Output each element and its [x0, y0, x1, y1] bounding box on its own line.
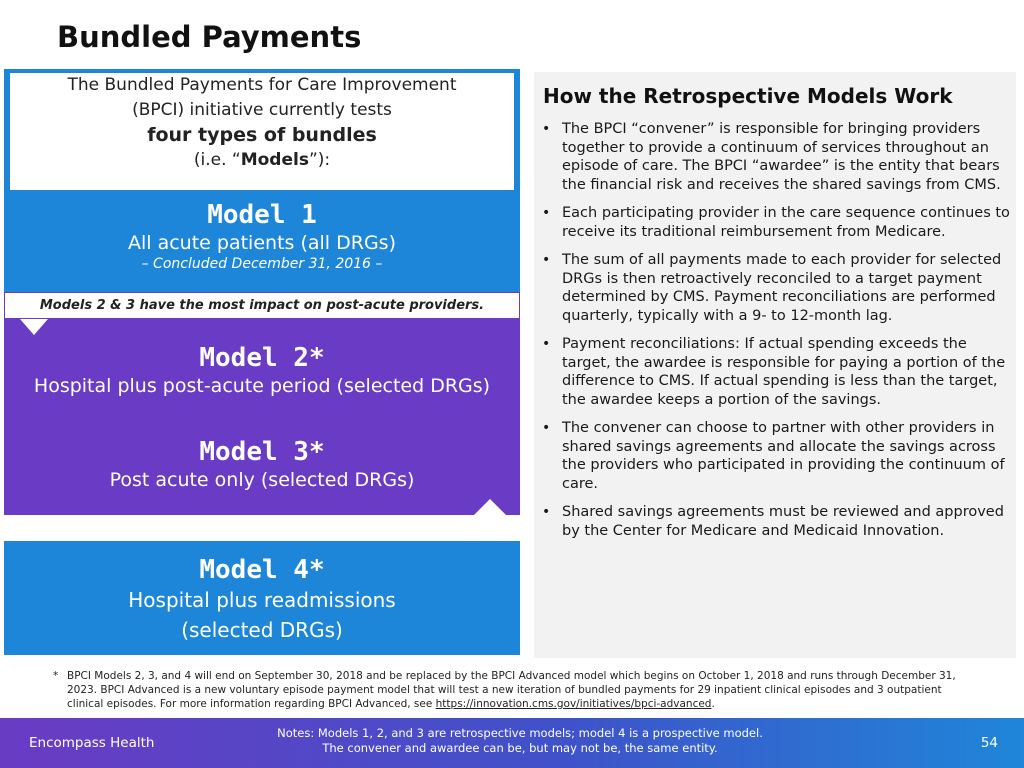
bullet-item: [540, 503, 1012, 540]
retrospective-title: How the Retrospective Models Work: [543, 84, 953, 108]
footer-notes: [240, 726, 800, 756]
bullet-text: The BPCI “convener” is responsible for bringing providers together to provide a continuum of services throughout an episode of care. The BPCI “awardee” is the entity that bears the financial risk and receives the shared savings from CMS.: [562, 121, 1001, 193]
bullet-text: The convener can choose to partner with other providers in shared savings agreements and allocate the savings across the providers who participated in providing the continuum of care.: [562, 420, 1005, 492]
model-2-3-box: [4, 319, 520, 515]
model-4-name: Model 4*: [199, 555, 325, 585]
separator-pointer: [474, 499, 506, 515]
model-3-name: Model 3*: [199, 437, 325, 467]
footer-notes-line-1: Notes: Models 1, 2, and 3 are retrospective models; model 4 is a prospective model.: [277, 726, 763, 740]
bullet-icon: •: [542, 205, 551, 221]
bpci-advanced-link[interactable]: https://innovation.cms.gov/initiatives/bpci-advanced: [435, 698, 712, 710]
banner-pointer: [20, 319, 48, 335]
intro-line-4-prefix: (i.e. “: [193, 150, 241, 170]
separator-gap: [4, 515, 520, 541]
retrospective-panel: [534, 72, 1016, 658]
intro-line-2: (BPCI) initiative currently tests: [132, 100, 392, 120]
model-1-box: [4, 196, 520, 292]
bullet-icon: •: [542, 336, 551, 352]
model-4-desc-line-1: Hospital plus readmissions: [128, 588, 396, 612]
model-1-desc: All acute patients (all DRGs): [128, 232, 396, 254]
bullet-text: Shared savings agreements must be reviewed and approved by the Center for Medicare and Medicaid Innovation.: [562, 504, 1004, 539]
model-3-block: [4, 437, 520, 493]
model-2-name: Model 2*: [199, 343, 325, 373]
models-panel: [4, 69, 520, 655]
intro-text: [10, 73, 514, 190]
footer-bar: [0, 718, 1024, 768]
bullet-icon: •: [542, 252, 551, 268]
model-2-block: [4, 343, 520, 399]
footnote-star: *: [53, 670, 59, 682]
model-1-name: Model 1: [207, 200, 317, 230]
model-4-box: [4, 541, 520, 655]
bullet-text: Each participating provider in the care sequence continues to receive its traditional reimbursement from Medicare.: [562, 205, 1010, 240]
bullet-list: [540, 120, 1012, 550]
intro-box: [4, 69, 520, 196]
intro-line-1: The Bundled Payments for Care Improvement: [67, 75, 457, 95]
bullet-icon: •: [542, 504, 551, 520]
impact-banner: Models 2 & 3 have the most impact on post-acute providers.: [4, 292, 520, 319]
page-title: Bundled Payments: [57, 20, 362, 54]
footnote-end: .: [711, 698, 715, 710]
footer-notes-line-2: The convener and awardee can be, but may not be, the same entity.: [322, 741, 718, 755]
bullet-text: The sum of all payments made to each provider for selected DRGs is then retroactively reconciled to a target payment determined by CMS. Payment reconciliations are performed quarterly, typically with a 9- to 12-month lag.: [562, 252, 1002, 324]
bullet-icon: •: [542, 420, 551, 436]
bullet-item: [540, 419, 1012, 493]
bullet-text: Payment reconciliations: If actual spending exceeds the target, the awardee is responsible for paying a portion of the difference to CMS. If actual spending is less than the target, the awardee keeps a portion of the savings.: [562, 336, 1006, 408]
model-1-note: – Concluded December 31, 2016 –: [141, 256, 383, 272]
footer-brand: Encompass Health: [29, 735, 155, 751]
footnote-body: BPCI Models 2, 3, and 4 will end on September 30, 2018 and be replaced by the BPCI Advanced model which begins on October 1, 2018 and runs through December 31, 2023. BPCI Advanced is a new voluntary episode payment model that will test a new iteration of bundled payments for 29 inpatient clinical episodes and 3 outpatient clinical episodes. For more information regarding BPCI Advanced, see: [67, 670, 956, 710]
model-3-desc: Post acute only (selected DRGs): [109, 469, 415, 491]
intro-line-4: [10, 148, 514, 173]
bullet-item: [540, 120, 1012, 194]
intro-line-3: four types of bundles: [147, 124, 377, 146]
bullet-item: [540, 251, 1012, 325]
bullet-icon: •: [542, 121, 551, 137]
model-2-desc: Hospital plus post-acute period (selected DRGs): [33, 375, 491, 397]
bullet-item: [540, 204, 1012, 241]
model-4-desc-line-2: (selected DRGs): [181, 618, 343, 642]
intro-models-word: Models: [240, 150, 309, 170]
page-number: 54: [980, 735, 998, 751]
bullet-item: [540, 335, 1012, 409]
intro-line-4-suffix: ”):: [308, 150, 331, 170]
footnote: [53, 669, 973, 711]
footnote-text: [53, 669, 973, 711]
